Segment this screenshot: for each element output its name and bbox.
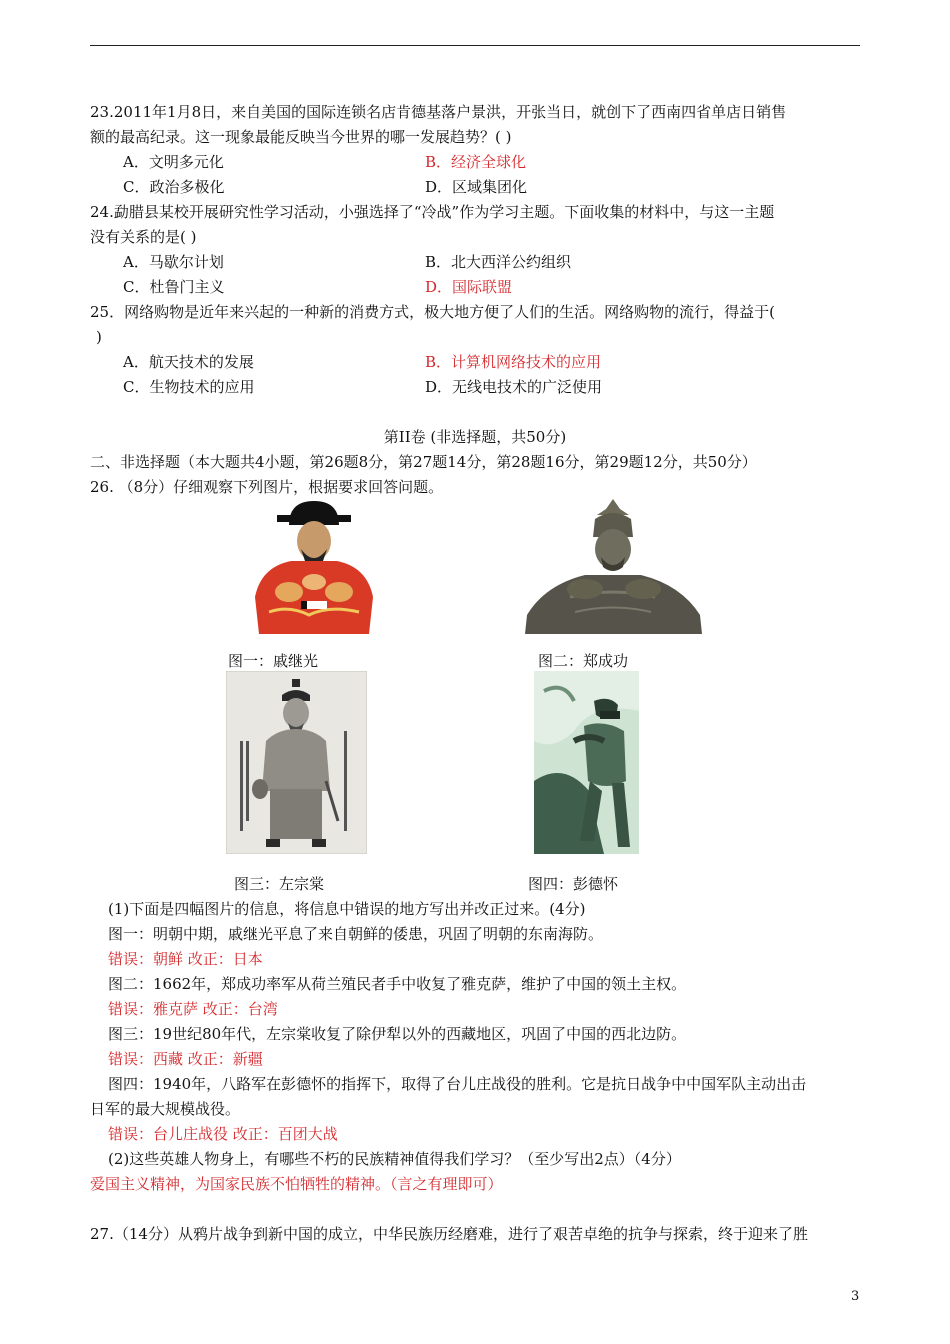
q26-statement2: 图二：1662年，郑成功率军从荷兰殖民者手中收复了雅克萨，维护了中国的领土主权。: [108, 975, 687, 993]
q26-statement1: 图一：明朝中期，戚继光平息了来自朝鲜的倭患，巩固了明朝的东南海防。: [108, 925, 604, 943]
q24-option-a: A．马歇尔计划: [123, 253, 224, 271]
q26-answer5: 爱国主义精神，为国家民族不怕牺牲的精神。（言之有理即可）: [90, 1175, 503, 1193]
q26-statement3: 图三：19世纪80年代，左宗棠收复了除伊犁以外的西藏地区，巩固了中国的西北边防。: [108, 1025, 687, 1043]
figure3-portrait-image: [226, 671, 367, 854]
q25-option-a: A．航天技术的发展: [123, 353, 254, 371]
q26-statement4-line2: 日军的最大规模战役。: [90, 1100, 241, 1118]
q26-answer2: 错误：雅克萨 改正：台湾: [108, 1000, 278, 1018]
q27-stem-line1: 27.（14分）从鸦片战争到新中国的成立，中华民族历经磨难，进行了艰苦卓绝的抗争与探索，终于迎来了胜: [90, 1225, 808, 1243]
q26-statement4-line1: 图四：1940年，八路军在彭德怀的指挥下，取得了台儿庄战役的胜利。它是抗日战争中中国军队主动出击: [108, 1075, 807, 1093]
q25-stem-line2: ): [96, 328, 102, 346]
q25-option-b-answer: B．计算机网络技术的应用: [425, 353, 602, 371]
header-rule: [90, 45, 860, 46]
q23-stem-line1: 23.2011年1月8日，来自美国的国际连锁名店肯德基落户景洪，开张当日，就创下了西南四省单店日销售: [90, 103, 787, 121]
page-number: 3: [851, 1289, 860, 1304]
q26-intro: 26. （8分）仔细观察下列图片，根据要求回答问题。: [90, 478, 444, 496]
q24-stem-line2: 没有关系的是( ): [90, 228, 197, 246]
section-heading: 二、非选择题（本大题共4小题，第26题8分，第27题14分，第28题16分，第29题12分，共50分）: [90, 453, 757, 471]
q26-part1-prompt: (1)下面是四幅图片的信息，将信息中错误的地方写出并改正过来。(4分): [108, 900, 586, 918]
figure3-caption: 图三：左宗棠: [234, 875, 325, 893]
q25-stem-line1: 25．网络购物是近年来兴起的一种新的消费方式，极大地方便了人们的生活。网络购物的流行，得益于(: [90, 303, 775, 321]
figure4-caption: 图四：彭德怀: [528, 875, 619, 893]
figure2-caption: 图二：郑成功: [538, 652, 629, 670]
section-title: 第II卷 (非选择题，共50分): [383, 428, 567, 446]
figure2-statue-image: [525, 497, 702, 634]
q24-option-d-answer: D．国际联盟: [425, 278, 513, 296]
q26-answer1: 错误：朝鲜 改正：日本: [108, 950, 263, 968]
q25-option-d: D．无线电技术的广泛使用: [425, 378, 603, 396]
q26-answer3: 错误：西藏 改正：新疆: [108, 1050, 263, 1068]
figure1-portrait-image: [249, 497, 379, 634]
q23-option-a: A．文明多元化: [123, 153, 224, 171]
q24-option-c: C．杜鲁门主义: [123, 278, 225, 296]
q26-part2-prompt: (2)这些英雄人物身上，有哪些不朽的民族精神值得我们学习？（至少写出2点）（4分）: [108, 1150, 681, 1168]
q25-option-c: C．生物技术的应用: [123, 378, 255, 396]
q23-option-d: D．区域集团化: [425, 178, 528, 196]
q23-stem-line2: 额的最高纪录。这一现象最能反映当今世界的哪一发展趋势？( ): [90, 128, 512, 146]
figure1-caption: 图一：戚继光: [228, 652, 319, 670]
q23-option-b-answer: B．经济全球化: [425, 153, 527, 171]
figure4-photo-image: [534, 671, 639, 854]
q26-answer4: 错误：台儿庄战役 改正：百团大战: [108, 1125, 338, 1143]
q24-stem-line1: 24.勐腊县某校开展研究性学习活动，小强选择了“冷战”作为学习主题。下面收集的材料中，与这一主题: [90, 203, 775, 221]
q23-option-c: C．政治多极化: [123, 178, 225, 196]
q24-option-b: B．北大西洋公约组织: [425, 253, 572, 271]
